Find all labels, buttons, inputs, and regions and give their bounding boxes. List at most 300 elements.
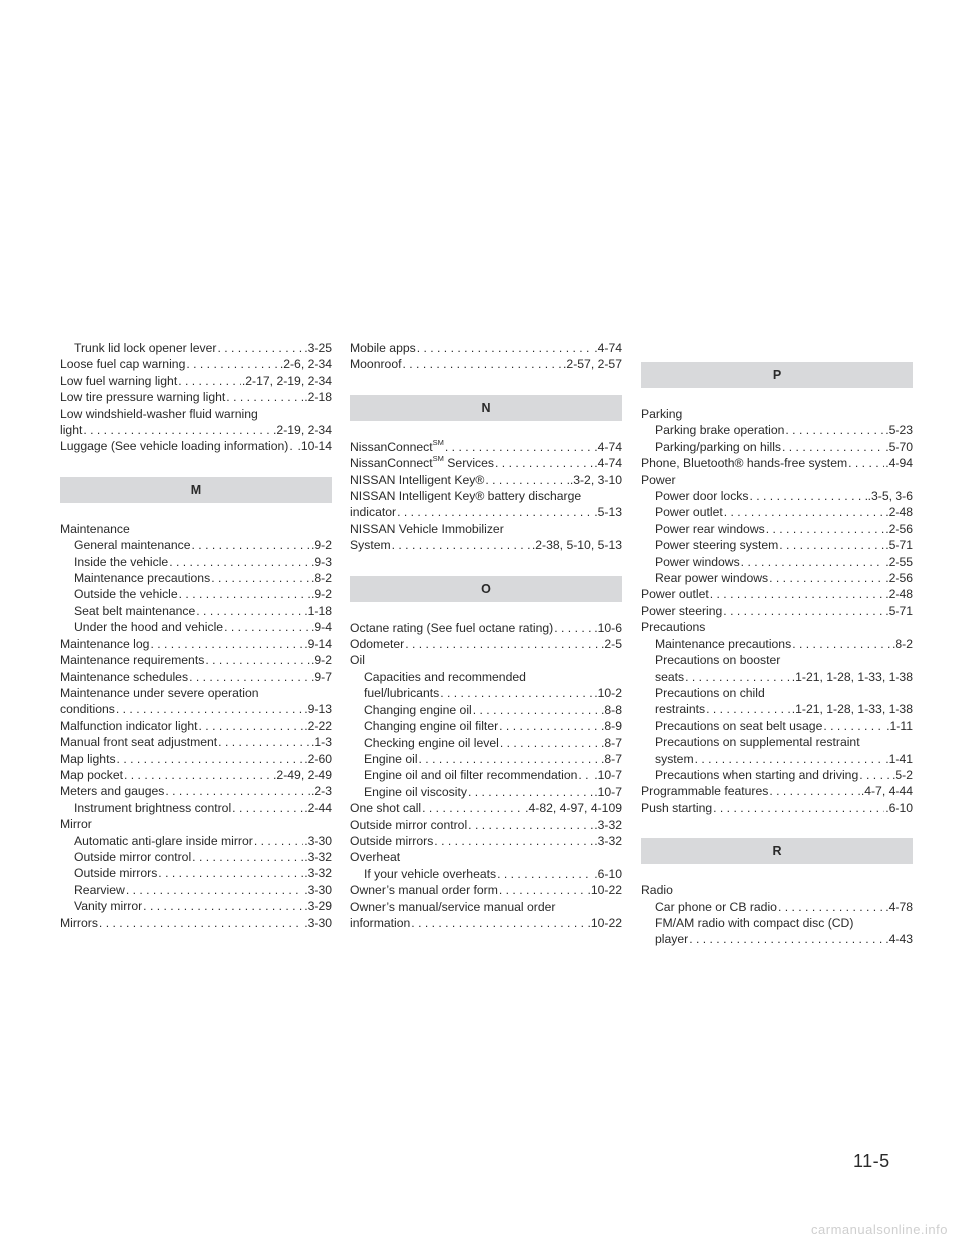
service-mark: SM	[432, 454, 444, 464]
entry-term	[655, 521, 765, 537]
entry-page-ref: .3-32	[304, 866, 332, 881]
entry-term	[641, 472, 676, 488]
index-subentry	[641, 636, 913, 652]
entry-page-ref: .2-22	[304, 718, 332, 733]
entry-page-ref: .1-21, 1-28, 1-33, 1-38	[791, 669, 913, 684]
index-entry	[60, 751, 332, 767]
entry-term-text: Maintenance	[60, 521, 130, 536]
entry-term-text: Phone, Bluetooth® hands-free system	[641, 456, 848, 471]
entry-page-ref: .1-21, 1-28, 1-33, 1-38	[791, 702, 913, 717]
dot-leader	[196, 603, 303, 619]
index-subentry	[641, 652, 913, 668]
entry-term	[350, 817, 467, 833]
entry-term-text: Rearview	[74, 882, 125, 897]
section-letter-header: P	[641, 362, 913, 388]
index-entry	[350, 340, 622, 356]
entry-term-text: Programmable features	[641, 784, 769, 799]
entry-term	[60, 718, 198, 734]
entry-term	[364, 702, 472, 718]
entry-term	[655, 554, 740, 570]
dot-leader	[165, 783, 310, 799]
entry-term-text: Oil	[350, 653, 365, 668]
entry-term	[74, 849, 191, 865]
entry-term-text: Octane rating (See fuel octane rating)	[350, 620, 554, 635]
entry-page-ref: .2-48	[885, 587, 913, 602]
entry-term-text: Owner’s manual/service manual order	[350, 899, 556, 914]
index-entry	[641, 603, 913, 619]
dot-leader	[706, 701, 791, 717]
index-entry	[350, 882, 622, 898]
entry-term	[364, 718, 498, 734]
section-letter-header: N	[350, 395, 622, 421]
entry-term	[655, 488, 748, 504]
dot-leader	[766, 521, 884, 537]
entry-term	[655, 439, 781, 455]
dot-leader	[495, 455, 593, 471]
index-entry	[641, 783, 913, 799]
index-subentry	[350, 669, 622, 685]
entry-term-text: Low windshield-washer fluid warning	[60, 406, 258, 421]
entry-page-ref: .2-44	[304, 800, 332, 815]
entry-term-text: General maintenance	[74, 538, 191, 553]
dot-leader	[232, 800, 303, 816]
entry-term	[641, 406, 682, 422]
entry-term-text: Push starting	[641, 800, 713, 815]
entry-term	[655, 504, 723, 520]
entry-term-text: fuel/lubricants	[364, 686, 440, 701]
entry-term-text: Maintenance precautions	[655, 636, 792, 651]
entry-term	[350, 652, 365, 668]
index-subentry	[60, 603, 332, 619]
entry-term-text: Mirrors	[60, 915, 98, 930]
entry-page-ref: .10-7	[594, 784, 622, 799]
entry-page-ref: .9-2	[310, 538, 332, 553]
entry-term-text: Rear power windows	[655, 571, 769, 586]
dot-leader	[192, 849, 303, 865]
entry-term	[350, 899, 555, 915]
entry-term-text: Low tire pressure warning light	[60, 390, 226, 405]
entry-term-text: Manual front seat adjustment	[60, 735, 218, 750]
index-entry	[641, 619, 913, 635]
entry-term	[60, 783, 164, 799]
entry-page-ref: .9-14	[304, 636, 332, 651]
entry-term	[60, 652, 204, 668]
entry-term	[641, 619, 705, 635]
entry-term	[74, 570, 210, 586]
index-entry	[60, 389, 332, 405]
entry-term-text: player	[655, 932, 689, 947]
entry-term	[60, 636, 149, 652]
dot-leader	[254, 833, 303, 849]
entry-term	[60, 685, 259, 701]
index-subentry	[350, 685, 622, 701]
entry-term	[364, 669, 526, 685]
entry-page-ref: .8-7	[600, 751, 622, 766]
entry-term	[655, 899, 777, 915]
dot-leader	[224, 619, 310, 635]
index-subentry	[641, 521, 913, 537]
entry-page-ref: .5-70	[885, 439, 913, 454]
dot-leader	[83, 422, 272, 438]
dot-leader	[411, 915, 586, 931]
index-entry	[60, 701, 332, 717]
entry-term	[364, 767, 577, 783]
entry-term-text: NissanConnect	[350, 439, 433, 454]
entry-page-ref: .2-60	[304, 751, 332, 766]
index-subentry	[641, 899, 913, 915]
entry-term	[364, 866, 496, 882]
entry-term-text: Outside mirrors	[350, 833, 434, 848]
entry-term-text: Outside mirror control	[74, 849, 192, 864]
entry-term-text: Moonroof	[350, 357, 402, 372]
entry-term-text: Low fuel warning light	[60, 373, 178, 388]
dot-leader	[785, 422, 884, 438]
entry-page-ref: .9-2	[310, 653, 332, 668]
entry-term	[350, 504, 396, 520]
dot-leader	[497, 866, 593, 882]
index-subentry	[641, 685, 913, 701]
index-subentry	[641, 931, 913, 947]
dot-leader	[124, 767, 272, 783]
entry-page-ref: .4-74	[594, 341, 622, 355]
entry-term	[364, 735, 499, 751]
entry-term	[74, 833, 253, 849]
entry-term-text: Maintenance precautions	[74, 571, 211, 586]
entry-term-text: NISSAN Intelligent Key® battery discharge	[350, 489, 582, 504]
entry-page-ref: .8-9	[600, 719, 622, 734]
entry-term	[74, 800, 231, 816]
entry-term	[641, 783, 768, 799]
index-subentry	[641, 439, 913, 455]
entry-page-ref: .2-6, 2-34	[279, 357, 332, 372]
index-entry	[350, 488, 622, 504]
entry-term	[74, 603, 195, 619]
dot-leader	[158, 865, 303, 881]
index-entry	[60, 685, 332, 701]
dot-leader	[392, 537, 531, 553]
entry-page-ref: .2-55	[885, 554, 913, 569]
entry-page-ref: .2-49, 2-49	[273, 767, 332, 782]
dot-leader	[403, 356, 563, 372]
entry-term-text: Parking/parking on hills	[655, 439, 782, 454]
index-subentry	[350, 702, 622, 718]
entry-term	[74, 882, 125, 898]
entry-page-ref: .8-7	[600, 735, 622, 750]
entry-page-ref: .4-94	[885, 456, 913, 471]
entry-term	[655, 685, 765, 701]
entry-term-text: NissanConnect	[350, 456, 433, 471]
entry-term	[350, 488, 581, 504]
dot-leader	[500, 735, 600, 751]
index-entry	[60, 356, 332, 372]
index-subentry	[350, 767, 622, 783]
index-subentry	[60, 800, 332, 816]
entry-term-text: Mirror	[60, 817, 92, 832]
index-entry	[350, 472, 622, 488]
dot-leader	[440, 685, 593, 701]
entry-term	[74, 898, 142, 914]
entry-term	[74, 340, 216, 356]
page-number: 11-5	[853, 1151, 890, 1171]
dot-leader	[724, 504, 884, 520]
entry-term-text: Power	[641, 472, 676, 487]
index-entry	[350, 833, 622, 849]
index-entry	[350, 915, 622, 931]
dot-leader	[189, 669, 310, 685]
entry-term	[60, 389, 225, 405]
entry-term-text: System	[350, 538, 391, 553]
entry-term	[364, 784, 467, 800]
dot-leader	[695, 751, 885, 767]
entry-term-text: Power rear windows	[655, 521, 765, 536]
section-letter-header: M	[60, 477, 332, 503]
dot-leader	[150, 636, 303, 652]
dot-leader	[769, 570, 884, 586]
index-entry	[350, 620, 622, 636]
entry-page-ref: .10-6	[594, 620, 622, 635]
entry-term	[655, 701, 705, 717]
entry-term	[350, 620, 553, 636]
index-entry	[641, 472, 913, 488]
entry-page-ref: .5-71	[885, 603, 913, 618]
service-mark: SM	[432, 437, 444, 447]
entry-term-text: Automatic anti-glare inside mirror	[74, 833, 253, 848]
entry-term	[655, 652, 780, 668]
entry-term	[350, 849, 400, 865]
entry-term-text: Precautions on seat belt usage	[655, 718, 823, 733]
entry-page-ref: .9-3	[310, 554, 332, 569]
entry-term-text: Engine oil viscosity	[364, 784, 467, 799]
index-entry	[60, 521, 332, 537]
entry-term	[350, 521, 504, 537]
section-letter-header: R	[641, 838, 913, 864]
index-entry	[350, 899, 622, 915]
entry-term-text: Outside the vehicle	[74, 587, 178, 602]
entry-term-text: Parking brake operation	[655, 423, 785, 438]
dot-leader	[473, 702, 600, 718]
entry-term	[350, 439, 444, 455]
index-entry	[350, 504, 622, 520]
entry-term	[655, 570, 768, 586]
entry-term-text: indicator	[350, 505, 397, 520]
index-entry	[350, 455, 622, 471]
index-entry	[60, 669, 332, 685]
entry-term	[350, 537, 391, 553]
entry-page-ref: .1-18	[304, 603, 332, 618]
index-entry	[60, 652, 332, 668]
dot-leader	[782, 439, 884, 455]
entry-term-text: Inside the vehicle	[74, 554, 169, 569]
watermark: carmanualsonline.info	[811, 1222, 948, 1237]
entry-term-text: Maintenance under severe operation	[60, 685, 259, 700]
entry-term	[641, 586, 709, 602]
dot-leader	[192, 537, 310, 553]
dot-leader	[792, 636, 891, 652]
entry-page-ref: .3-29	[304, 899, 332, 914]
entry-term	[655, 734, 860, 750]
entry-term-text: Power door locks	[655, 489, 749, 504]
entry-term-text: restraints	[655, 702, 706, 717]
dot-leader	[205, 652, 310, 668]
index-subentry	[641, 537, 913, 553]
entry-term	[641, 603, 722, 619]
entry-page-ref: .2-17, 2-19, 2-34	[241, 373, 332, 388]
index-subentry	[641, 751, 913, 767]
entry-page-ref: .4-74	[594, 456, 622, 471]
entry-term-text: Parking	[641, 407, 683, 421]
entry-page-ref: .3-25	[304, 341, 332, 355]
dot-leader	[749, 488, 866, 504]
entry-term	[74, 537, 191, 553]
index-subentry	[60, 537, 332, 553]
index-subentry	[641, 422, 913, 438]
index-entry	[641, 455, 913, 471]
dot-leader	[199, 718, 304, 734]
entry-page-ref: .3-30	[304, 882, 332, 897]
dot-leader	[434, 833, 593, 849]
entry-term	[350, 800, 421, 816]
entry-page-ref: .4-43	[885, 932, 913, 947]
entry-term-text: NISSAN Intelligent Key®	[350, 472, 485, 487]
entry-term-text: Power windows	[655, 554, 740, 569]
entry-term-text: If your vehicle overheats	[364, 866, 497, 881]
index-entry	[641, 800, 913, 816]
entry-term	[655, 636, 791, 652]
entry-page-ref: .2-48	[885, 505, 913, 520]
index-entry	[60, 373, 332, 389]
entry-term-text: Precautions	[641, 620, 706, 635]
entry-term-text: seats	[655, 669, 685, 684]
index-entry	[60, 915, 332, 931]
index-entry	[641, 882, 913, 898]
dot-leader	[823, 718, 885, 734]
entry-term	[350, 636, 404, 652]
index-subentry	[60, 554, 332, 570]
entry-term	[655, 915, 853, 931]
entry-term	[655, 931, 688, 947]
entry-term-text: Changing engine oil filter	[364, 719, 499, 734]
entry-page-ref: .5-23	[885, 423, 913, 438]
index-entry	[60, 783, 332, 799]
entry-term-text: conditions	[60, 702, 115, 717]
index-entry	[350, 521, 622, 537]
entry-term-text: Power outlet	[641, 587, 709, 602]
index-entry	[641, 406, 913, 422]
entry-term-text: Map pocket	[60, 767, 124, 782]
dot-leader	[689, 931, 884, 947]
dot-leader	[685, 669, 791, 685]
entry-term-text: Power steering	[641, 603, 723, 618]
entry-term-text: Malfunction indicator light	[60, 718, 198, 733]
index-subentry	[60, 849, 332, 865]
entry-term-text: Outside mirror control	[350, 817, 468, 832]
entry-term-text: Engine oil	[364, 751, 418, 766]
entry-page-ref: .4-7, 4-44	[860, 784, 913, 799]
entry-term-text: Meters and gauges	[60, 784, 165, 799]
entry-term	[655, 669, 684, 685]
dot-leader	[779, 537, 884, 553]
entry-page-ref: .2-18	[304, 390, 332, 405]
dot-leader	[169, 554, 310, 570]
entry-page-ref: .6-10	[885, 800, 913, 815]
dot-leader	[99, 915, 303, 931]
index-entry	[350, 652, 622, 668]
entry-term	[60, 701, 115, 717]
entry-term	[364, 751, 418, 767]
entry-term-text: Owner’s manual order form	[350, 883, 498, 898]
dot-leader	[859, 767, 891, 783]
entry-page-ref: .9-4	[310, 620, 332, 635]
entry-term-text: Seat belt maintenance	[74, 603, 196, 618]
entry-term	[350, 882, 498, 898]
entry-page-ref: .5-71	[885, 538, 913, 553]
index-subentry	[641, 767, 913, 783]
index-subentry	[641, 488, 913, 504]
entry-term-text: Overheat	[350, 850, 401, 865]
index-subentry	[350, 735, 622, 751]
entry-page-ref: .3-30	[304, 833, 332, 848]
dot-leader	[445, 439, 593, 455]
entry-page-ref: .2-38, 5-10, 5-13	[531, 538, 622, 553]
index-column-3	[641, 340, 913, 948]
entry-term-text: Capacities and recommended	[364, 669, 526, 684]
entry-term-text: One shot call	[350, 801, 422, 816]
entry-term-text: Odometer	[350, 637, 405, 652]
entry-term-text: Under the hood and vehicle	[74, 620, 224, 635]
entry-term-suffix: Services	[443, 456, 495, 471]
dot-leader	[417, 340, 594, 356]
index-subentry	[641, 504, 913, 520]
entry-term	[60, 438, 288, 454]
dot-leader	[499, 718, 600, 734]
entry-term	[655, 718, 822, 734]
entry-term	[60, 521, 130, 537]
entry-page-ref: .4-82, 4-97, 4-109	[525, 801, 622, 816]
index-entry	[60, 422, 332, 438]
entry-term	[60, 422, 82, 438]
entry-term-text: Maintenance log	[60, 636, 150, 651]
entry-page-ref: .2-56	[885, 521, 913, 536]
index-subentry	[60, 882, 332, 898]
entry-term-text: information	[350, 915, 411, 930]
dot-leader	[117, 751, 304, 767]
index-entry	[350, 636, 622, 652]
entry-term	[655, 422, 784, 438]
index-subentry	[60, 586, 332, 602]
index-subentry	[60, 340, 332, 356]
index-column-1	[60, 340, 332, 931]
entry-term	[641, 455, 847, 471]
entry-page-ref: .4-74	[594, 439, 622, 454]
index-entry	[641, 586, 913, 602]
entry-term	[60, 767, 123, 783]
entry-term	[641, 882, 673, 898]
entry-page-ref: .10-7	[594, 768, 622, 783]
entry-term	[60, 734, 217, 750]
index-subentry	[641, 570, 913, 586]
entry-term-text: Precautions on child	[655, 685, 765, 700]
index-subentry	[641, 718, 913, 734]
dot-leader	[143, 898, 303, 914]
entry-term-text: Car phone or CB radio	[655, 899, 777, 914]
entry-term-text: Maintenance schedules	[60, 669, 189, 684]
entry-term-text: Loose fuel cap warning	[60, 357, 186, 372]
dot-leader	[211, 570, 310, 586]
entry-term	[74, 865, 157, 881]
dot-leader	[778, 899, 884, 915]
index-entry	[350, 356, 622, 372]
dot-leader	[741, 554, 885, 570]
